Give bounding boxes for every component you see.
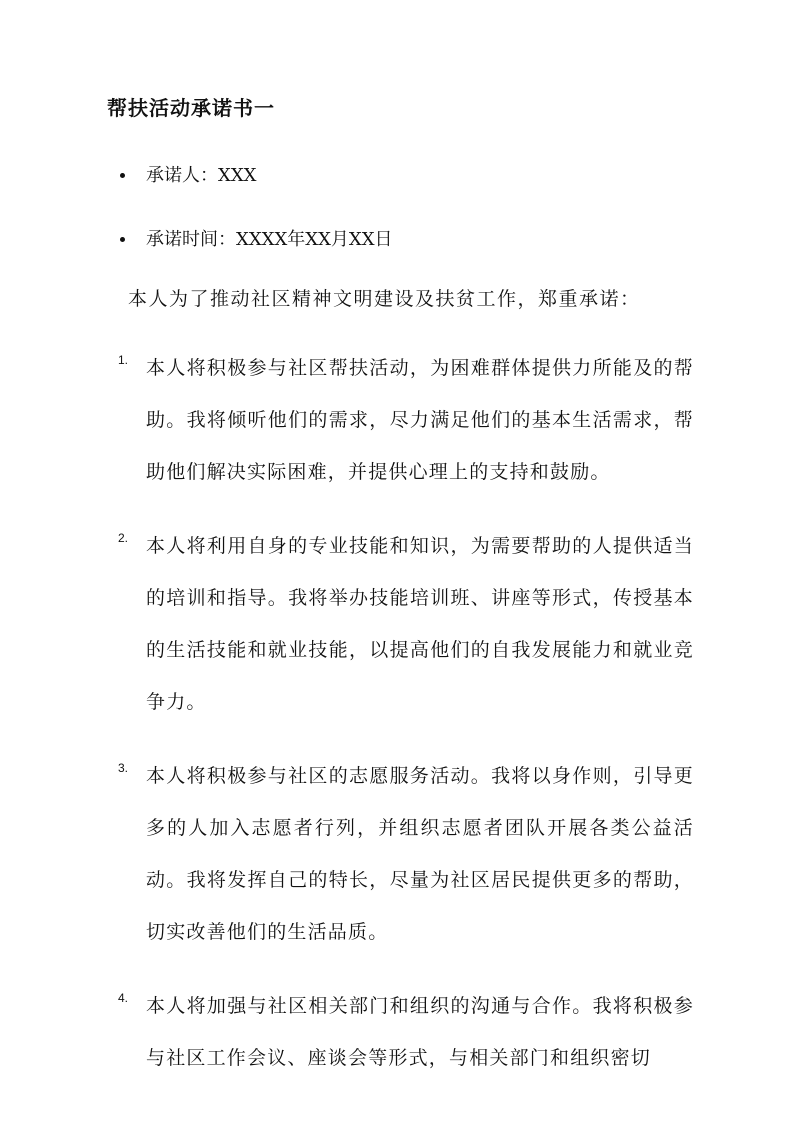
promise-date-text: 承诺时间：XXXX年XX月XX日 bbox=[146, 229, 393, 250]
list-item bbox=[118, 160, 393, 224]
info-list bbox=[118, 160, 393, 288]
commitment-item bbox=[118, 342, 718, 498]
item-number: 2. bbox=[118, 531, 129, 545]
list-item bbox=[118, 224, 393, 288]
commitment-text: 本人将加强与社区相关部门和组织的沟通与合作。我将积极参与社区工作会议、座谈会等形式，与相关部门和组织密切 bbox=[146, 995, 694, 1069]
bullet-icon bbox=[120, 173, 125, 178]
commitment-text: 本人将利用自身的专业技能和知识，为需要帮助的人提供适当的培训和指导。我将举办技能培训班、讲座等形式，传授基本的生活技能和就业技能，以提高他们的自我发展能力和就业竞争力。 bbox=[146, 535, 694, 713]
commitment-item bbox=[118, 750, 718, 958]
bullet-icon bbox=[120, 237, 125, 242]
item-number: 3. bbox=[118, 761, 129, 775]
commitment-item bbox=[118, 980, 718, 1084]
document-title: 帮扶活动承诺书一 bbox=[107, 96, 275, 120]
commitment-list bbox=[118, 342, 718, 1106]
promisor-text: 承诺人：XXX bbox=[146, 165, 257, 186]
intro-paragraph: 本人为了推动社区精神文明建设及扶贫工作，郑重承诺： bbox=[128, 288, 641, 310]
commitment-item bbox=[118, 520, 718, 728]
item-number: 1. bbox=[118, 353, 129, 367]
commitment-text: 本人将积极参与社区的志愿服务活动。我将以身作则，引导更多的人加入志愿者行列，并组织志愿者团队开展各类公益活动。我将发挥自己的特长，尽量为社区居民提供更多的帮助，切实改善他们的生活品质。 bbox=[146, 765, 694, 943]
item-number: 4. bbox=[118, 991, 129, 1005]
commitment-text: 本人将积极参与社区帮扶活动，为困难群体提供力所能及的帮助。我将倾听他们的需求，尽力满足他们的基本生活需求，帮助他们解决实际困难，并提供心理上的支持和鼓励。 bbox=[146, 357, 694, 483]
